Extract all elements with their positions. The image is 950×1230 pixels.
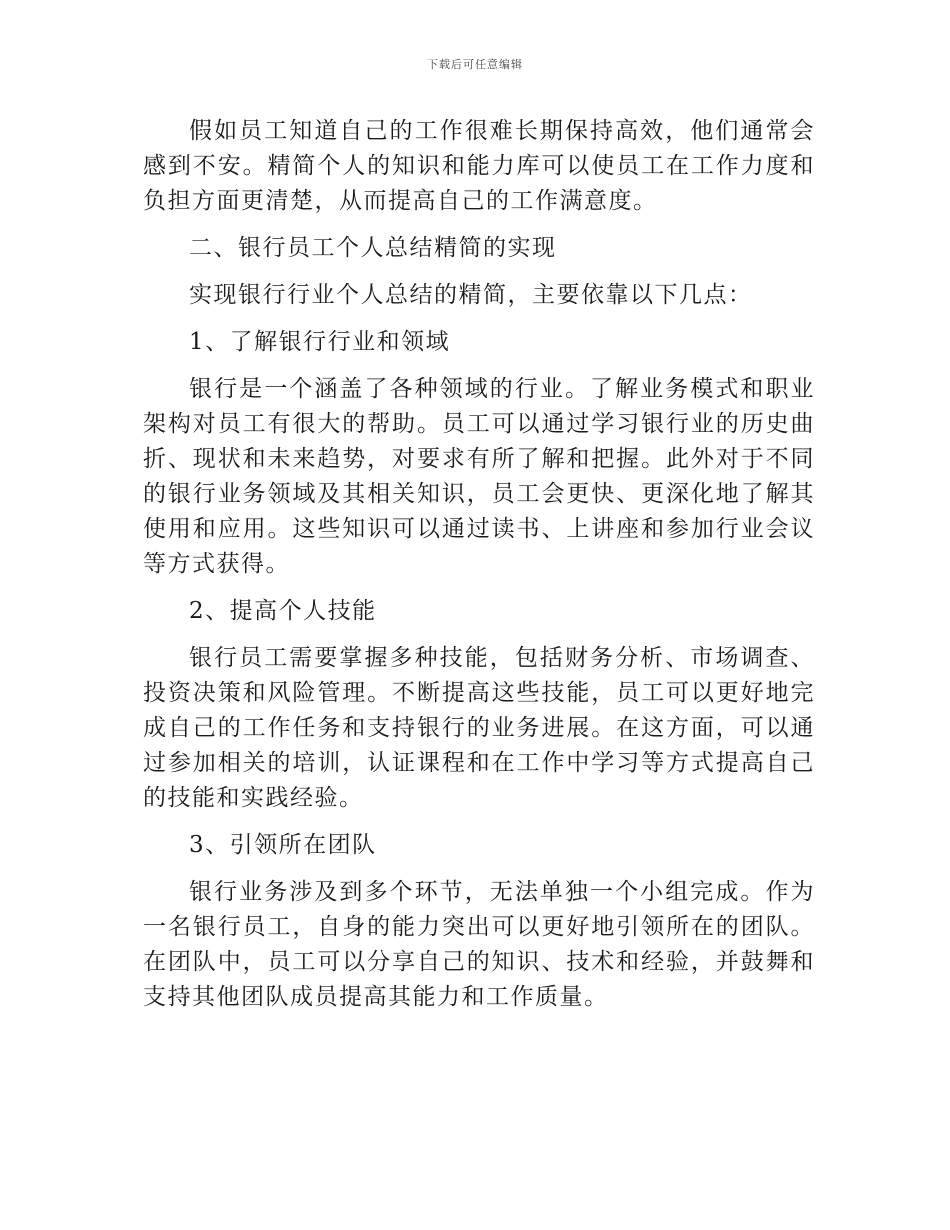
paragraph-intro: 假如员工知道自己的工作很难长期保持高效，他们通常会感到不安。精简个人的知识和能力库可以使员工在工作力度和负担方面更清楚，从而提高自己的工作满意度。	[143, 118, 815, 214]
paragraph-lead-team: 银行业务涉及到多个环节，无法单独一个小组完成。作为一名银行员工，自身的能力突出可以更好地引领所在的团队。在团队中，员工可以分享自己的知识、技术和经验，并鼓舞和支持其他团队成员提高其能力和工作质量。	[143, 879, 815, 1010]
section-heading-implementation: 二、银行员工个人总结精简的实现	[189, 235, 557, 261]
document-body	[143, 114, 815, 1027]
subheading-improve-skills: 2、提高个人技能	[189, 598, 377, 624]
page-header: 下载后可任意编辑	[427, 58, 523, 71]
paragraph-summary-points: 实现银行行业个人总结的精简，主要依靠以下几点：	[189, 282, 753, 308]
subheading-lead-team: 3、引领所在团队	[189, 832, 377, 858]
paragraph-understand-industry: 银行是一个涵盖了各种领域的行业。了解业务模式和职业架构对员工有很大的帮助。员工可以通过学习银行业的历史曲折、现状和未来趋势，对要求有所了解和把握。此外对于不同的银行业务领域及其相关知识，员工会更快、更深化地了解其使用和应用。这些知识可以通过读书、上讲座和参加行业会议等方式获得。	[143, 376, 815, 577]
paragraph-improve-skills: 银行员工需要掌握多种技能，包括财务分析、市场调查、投资决策和风险管理。不断提高这些技能，员工可以更好地完成自己的工作任务和支持银行的业务进展。在这方面，可以通过参加相关的培训，认证课程和在工作中学习等方式提高自己的技能和实践经验。	[143, 645, 815, 811]
subheading-understand-industry: 1、了解银行行业和领域	[189, 329, 451, 355]
